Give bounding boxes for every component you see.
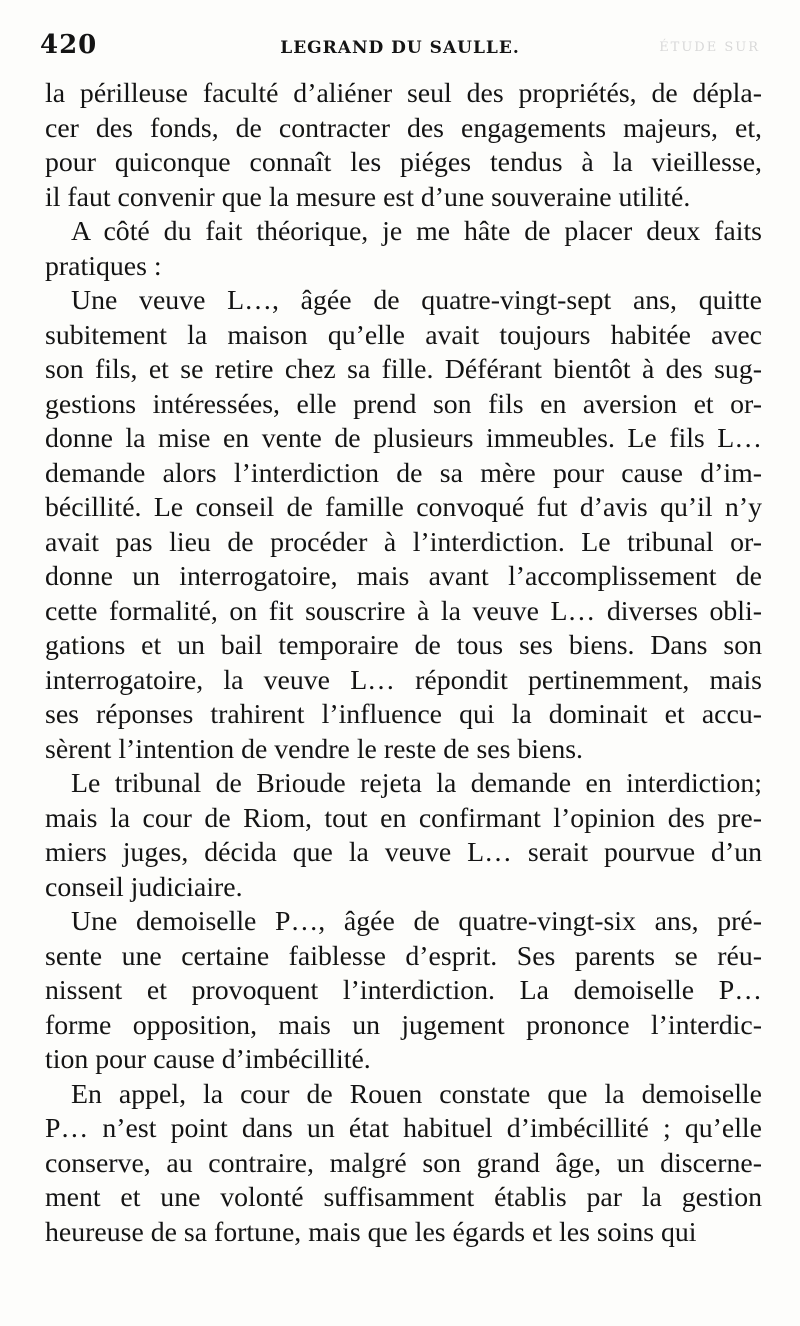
text-line: forme opposition, mais un jugement prononce l’interdic- <box>45 1009 762 1041</box>
text-line: ment et une volonté suffisamment établis par la gestion <box>45 1182 762 1213</box>
text-line: heureuse de sa fortune, mais que les égards et les soins qui <box>45 1216 697 1248</box>
text-line: donne la mise en vente de plusieurs immeubles. Le fils L… <box>45 423 762 454</box>
paragraph <box>45 767 762 905</box>
page-number: 420 <box>40 30 98 60</box>
text-line: mais la cour de Riom, tout en confirmant l’opinion des pre- <box>45 802 762 834</box>
text-line: avait pas lieu de procéder à l’interdiction. Le tribunal or- <box>45 526 762 558</box>
text-line: gations et un bail temporaire de tous ses biens. Dans son <box>45 630 762 661</box>
show-through-head: ÉTUDE SUR <box>659 40 760 55</box>
text-line: sente une certaine faiblesse d’esprit. Ses parents se réu- <box>45 940 762 972</box>
text-line: tion pour cause d’imbécillité. <box>45 1044 371 1075</box>
running-head: LEGRAND DU SAULLE. <box>280 38 520 58</box>
text-line: P… n’est point dans un état habituel d’imbécillité ; qu’elle <box>45 1113 762 1144</box>
text-line: Une veuve L…, âgée de quatre-vingt-sept ans, quitte <box>71 285 762 316</box>
text-line: demande alors l’interdiction de sa mère pour cause d’im- <box>45 457 762 489</box>
text-line: subitement la maison qu’elle avait toujours habitée avec <box>45 319 762 351</box>
text-line: cette formalité, on fit souscrire à la veuve L… diverses obli- <box>45 595 762 627</box>
paragraph <box>45 77 762 215</box>
paragraph <box>45 284 762 767</box>
paragraph <box>45 215 762 284</box>
text-line: la périlleuse faculté d’aliéner seul des propriétés, de dépla- <box>45 78 762 109</box>
text-line: miers juges, décida que la veuve L… serait pourvue d’un <box>45 837 762 868</box>
body-text <box>45 77 762 1250</box>
paragraph <box>45 1078 762 1251</box>
paragraph <box>45 905 762 1078</box>
text-line: conserve, au contraire, malgré son grand âge, un discerne- <box>45 1147 762 1179</box>
text-line: Une demoiselle P…, âgée de quatre-vingt-six ans, pré- <box>71 906 762 937</box>
text-line: pour quiconque connaît les piéges tendus à la vieillesse, <box>45 147 762 178</box>
text-line: Le tribunal de Brioude rejeta la demande en interdiction; <box>71 768 762 799</box>
page-header <box>40 30 760 66</box>
text-line: gestions intéressées, elle prend son fils en aversion et or- <box>45 388 762 420</box>
text-line: En appel, la cour de Rouen constate que la demoiselle <box>71 1078 762 1110</box>
text-line: ses réponses trahirent l’influence qui la dominait et accu- <box>45 699 762 730</box>
text-line: A côté du fait théorique, je me hâte de placer deux faits <box>71 216 762 247</box>
text-line: il faut convenir que la mesure est d’une souveraine utilité. <box>45 181 691 213</box>
text-line: sèrent l’intention de vendre le reste de ses biens. <box>45 733 583 765</box>
text-line: bécillité. Le conseil de famille convoqué fut d’avis qu’il n’y <box>45 492 762 523</box>
text-line: nissent et provoquent l’interdiction. La demoiselle P… <box>45 975 762 1006</box>
text-line: interrogatoire, la veuve L… répondit pertinemment, mais <box>45 664 762 696</box>
text-line: pratiques : <box>45 250 162 282</box>
text-line: son fils, et se retire chez sa fille. Déférant bientôt à des sug- <box>45 354 762 385</box>
text-line: donne un interrogatoire, mais avant l’accomplissement de <box>45 561 762 592</box>
text-line: cer des fonds, de contracter des engagements majeurs, et, <box>45 112 762 144</box>
text-line: conseil judiciaire. <box>45 871 243 903</box>
